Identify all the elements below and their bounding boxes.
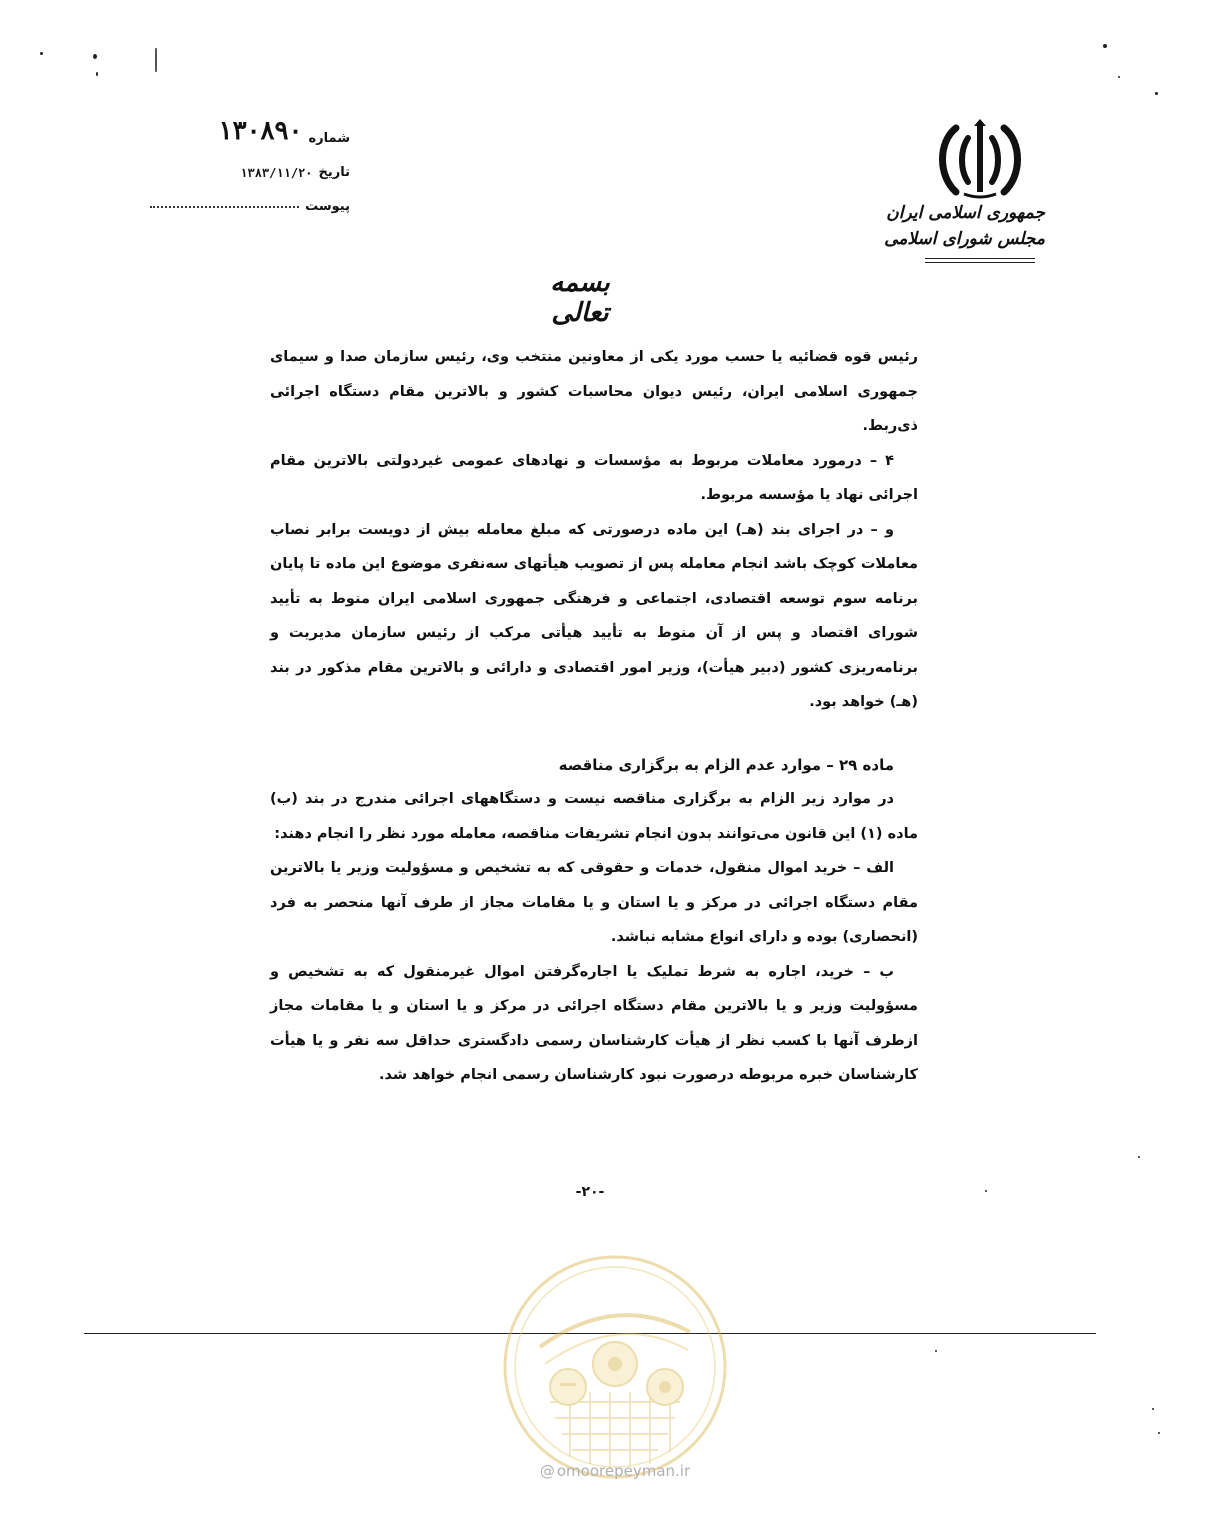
letter-date-row	[150, 146, 350, 180]
iran-emblem-icon	[934, 118, 1026, 200]
page-number: -۲۰-	[575, 1184, 605, 1200]
scan-speck	[40, 52, 43, 55]
watermark-website	[505, 1462, 725, 1480]
body-paragraph: ب – خرید، اجاره به شرط تملیک یا اجاره‌گرفتن اموال غیرمنقول که به تشخیص و مسؤولیت وزیر و یا بالاترین مقام دستگاه اجرائی در مرکز و یا استان و یا مقامات مجاز ازطرف آنها با کسب نظر از هیأت کارشناسان رسمی دادگستری حداقل سه نفر و یا هیأت کارشناسان خبره مربوطه درصورت نبود کارشناسان رسمی انجام خواهد شد.	[270, 963, 918, 1083]
omoorepeyman-watermark-seal-icon	[500, 1252, 730, 1482]
body-paragraph: ۴ – درمورد معاملات مربوط به مؤسسات و نهادهای عمومی غیردولتی بالاترین مقام اجرائی نهاد یا مؤسسه مربوط.	[270, 452, 918, 503]
letter-date-value: ۱۳۸۳/۱۱/۲۰	[240, 166, 313, 180]
letter-number-label: شماره	[308, 131, 350, 146]
body-paragraph: رئیس قوه قضائیه یا حسب مورد یکی از معاونین منتخب وی، رئیس سازمان صدا و سیمای جمهوری اسلامی ایران، رئیس دیوان محاسبات کشور و بالاترین مقام دستگاه اجرائی ذی‌ربط.	[270, 349, 918, 434]
letter-date-label: تاریخ	[318, 165, 350, 180]
letter-number-value: ۱۳۰۸۹۰	[218, 116, 303, 146]
scan-speck	[1152, 1408, 1154, 1410]
letter-meta	[150, 112, 350, 214]
watermark-url: omoorepeyman.ir	[556, 1462, 691, 1480]
scan-speck	[1158, 1432, 1160, 1434]
emblem-line-republic: جمهوری اسلامی ایران	[886, 203, 1045, 223]
body-paragraph: و – در اجرای بند (هـ) این ماده درصورتی که مبلغ معامله بیش از دویست برابر نصاب معاملات کوچک باشد انجام معامله پس از تصویب هیأتهای سه‌نفری موضوع این ماده تا پایان برنامه سوم توسعه اقتصادی، اجتماعی و فرهنگی جمهوری اسلامی ایران منوط به تأیید شورای اقتصاد و پس از آن منوط به تأیید هیأتی مرکب از رئیس سازمان مدیریت و برنامه‌ریزی کشور (دبیر هیأت)، وزیر امور اقتصادی و دارائی و بالاترین مقام مذکور در بند (هـ) خواهد بود.	[270, 521, 918, 710]
scan-speck	[985, 1190, 987, 1192]
scan-speck	[96, 72, 98, 76]
emblem-divider	[925, 258, 1035, 263]
article-title: ماده ۲۹ – موارد عدم الزام به برگزاری مناقصه	[558, 755, 894, 774]
body-paragraph: الف – خرید اموال منقول، خدمات و حقوقی که به تشخیص و مسؤولیت وزیر یا بالاترین مقام دستگاه اجرائی در مرکز و یا استان و یا مقامات مجاز از طرف آنها منحصر به فرد (انحصاری) بوده و دارای انواع مشابه نباشد.	[270, 860, 918, 945]
watermark-at-symbol: @	[539, 1462, 555, 1480]
letter-attachment-row	[150, 180, 350, 214]
scan-speck	[1118, 76, 1120, 78]
emblem-block	[884, 118, 1045, 263]
scan-speck	[1103, 44, 1107, 48]
emblem-line-parliament: مجلس شورای اسلامی	[884, 229, 1045, 249]
letter-number-row	[150, 112, 350, 146]
letter-attachment-label: پیوست	[305, 199, 350, 214]
scan-speck	[155, 48, 157, 72]
attachment-dotted-line	[150, 205, 299, 208]
scan-speck	[93, 54, 97, 59]
scan-speck	[1155, 92, 1158, 95]
body-paragraph: در موارد زیر الزام به برگزاری مناقصه نیست و دستگاههای اجرائی مندرج در بند (ب) ماده (۱) این قانون می‌توانند بدون انجام تشریفات مناقصه، معامله مورد نظر را انجام دهند:	[270, 791, 918, 842]
document-heading: بسمه تعالی	[550, 268, 610, 328]
scan-speck	[1138, 1156, 1140, 1158]
document-body	[270, 340, 918, 1093]
scan-speck	[935, 1350, 937, 1352]
